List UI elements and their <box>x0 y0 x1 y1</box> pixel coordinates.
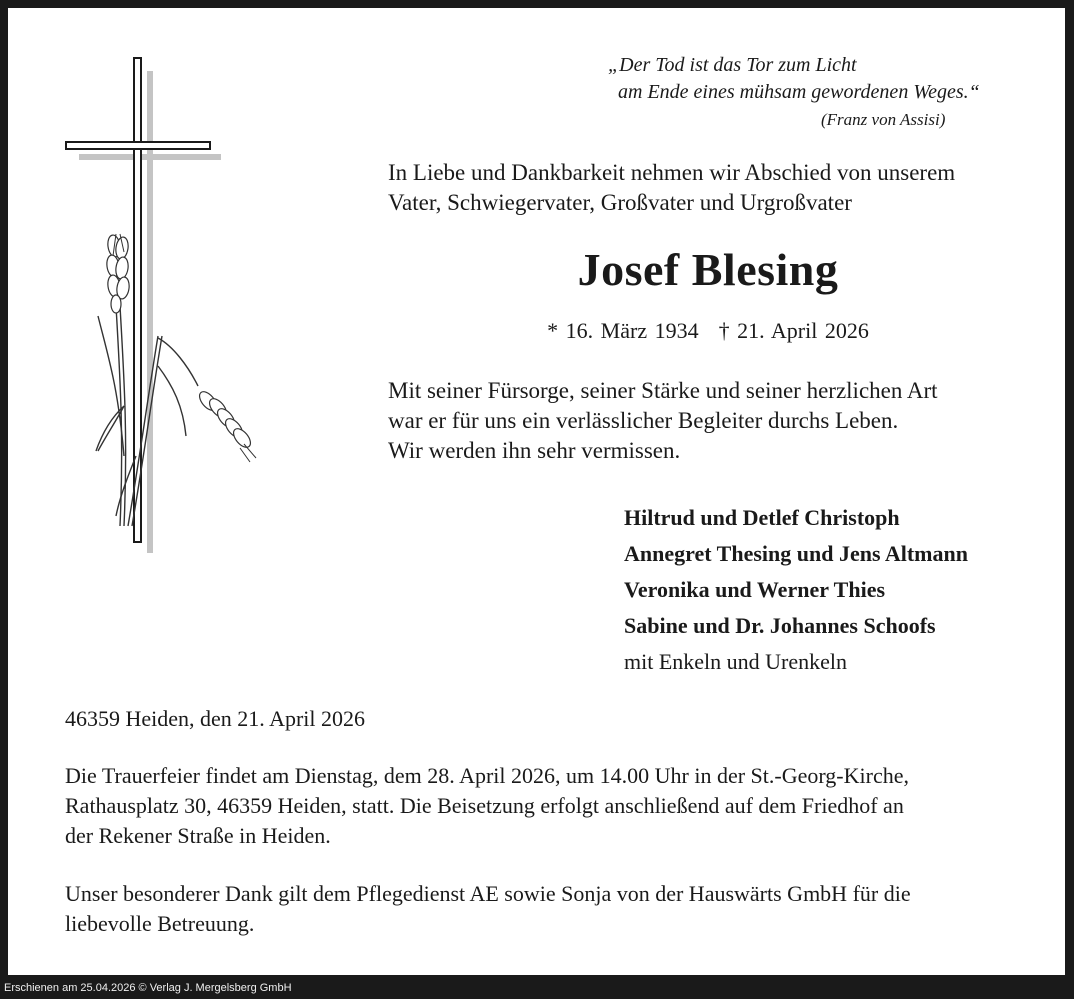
intro-line-2: Vater, Schwiegervater, Großvater und Urgroßvater <box>388 190 852 215</box>
quote <box>608 52 1058 133</box>
place-date: 46359 Heiden, den 21. April 2026 <box>65 706 366 731</box>
family-member: Annegret Thesing und Jens Altmann <box>624 541 968 566</box>
intro-text <box>388 158 1048 218</box>
publication-footer: Erschienen am 25.04.2026 © Verlag J. Mergelsberg GmbH <box>4 982 292 994</box>
life-dates <box>388 316 1028 346</box>
tribute-line-2: war er für uns ein verlässlicher Begleiter durchs Leben. <box>388 408 899 433</box>
obituary-card <box>8 8 1065 975</box>
tribute-line-1: Mit seiner Fürsorge, seiner Stärke und seiner herzlichen Art <box>388 378 938 403</box>
quote-author: (Franz von Assisi) <box>821 110 946 129</box>
thanks-line-2: liebevolle Betreuung. <box>65 911 255 936</box>
tribute-line-3: Wir werden ihn sehr vermissen. <box>388 438 681 463</box>
thanks-text <box>65 879 1025 939</box>
death-date: † 21. April 2026 <box>718 318 869 343</box>
funeral-info <box>65 761 1025 851</box>
birth-date: * 16. März 1934 <box>547 318 699 343</box>
quote-line-2: am Ende eines mühsam gewordenen Weges.“ <box>618 81 980 103</box>
quote-line-1: „Der Tod ist das Tor zum Licht <box>608 54 857 76</box>
funeral-line-2: Rathausplatz 30, 46359 Heiden, statt. Die Beisetzung erfolgt anschließend auf dem Friedhof an <box>65 793 904 818</box>
funeral-line-3: der Rekener Straße in Heiden. <box>65 823 331 848</box>
tribute-text <box>388 376 1048 466</box>
family-list <box>624 500 1054 680</box>
family-closing: mit Enkeln und Urenkeln <box>624 649 848 674</box>
family-member: Veronika und Werner Thies <box>624 577 886 602</box>
cross-with-wheat-icon <box>58 56 268 566</box>
deceased-name: Josef Blesing <box>577 244 839 295</box>
funeral-line-1: Die Trauerfeier findet am Dienstag, dem 28. April 2026, um 14.00 Uhr in der St.-Georg-Kirche, <box>65 763 909 788</box>
thanks-line-1: Unser besonderer Dank gilt dem Pflegedienst AE sowie Sonja von der Hauswärts GmbH für die <box>65 881 911 906</box>
family-member: Sabine und Dr. Johannes Schoofs <box>624 613 936 638</box>
family-member: Hiltrud und Detlef Christoph <box>624 505 900 530</box>
intro-line-1: In Liebe und Dankbarkeit nehmen wir Abschied von unserem <box>388 160 956 185</box>
